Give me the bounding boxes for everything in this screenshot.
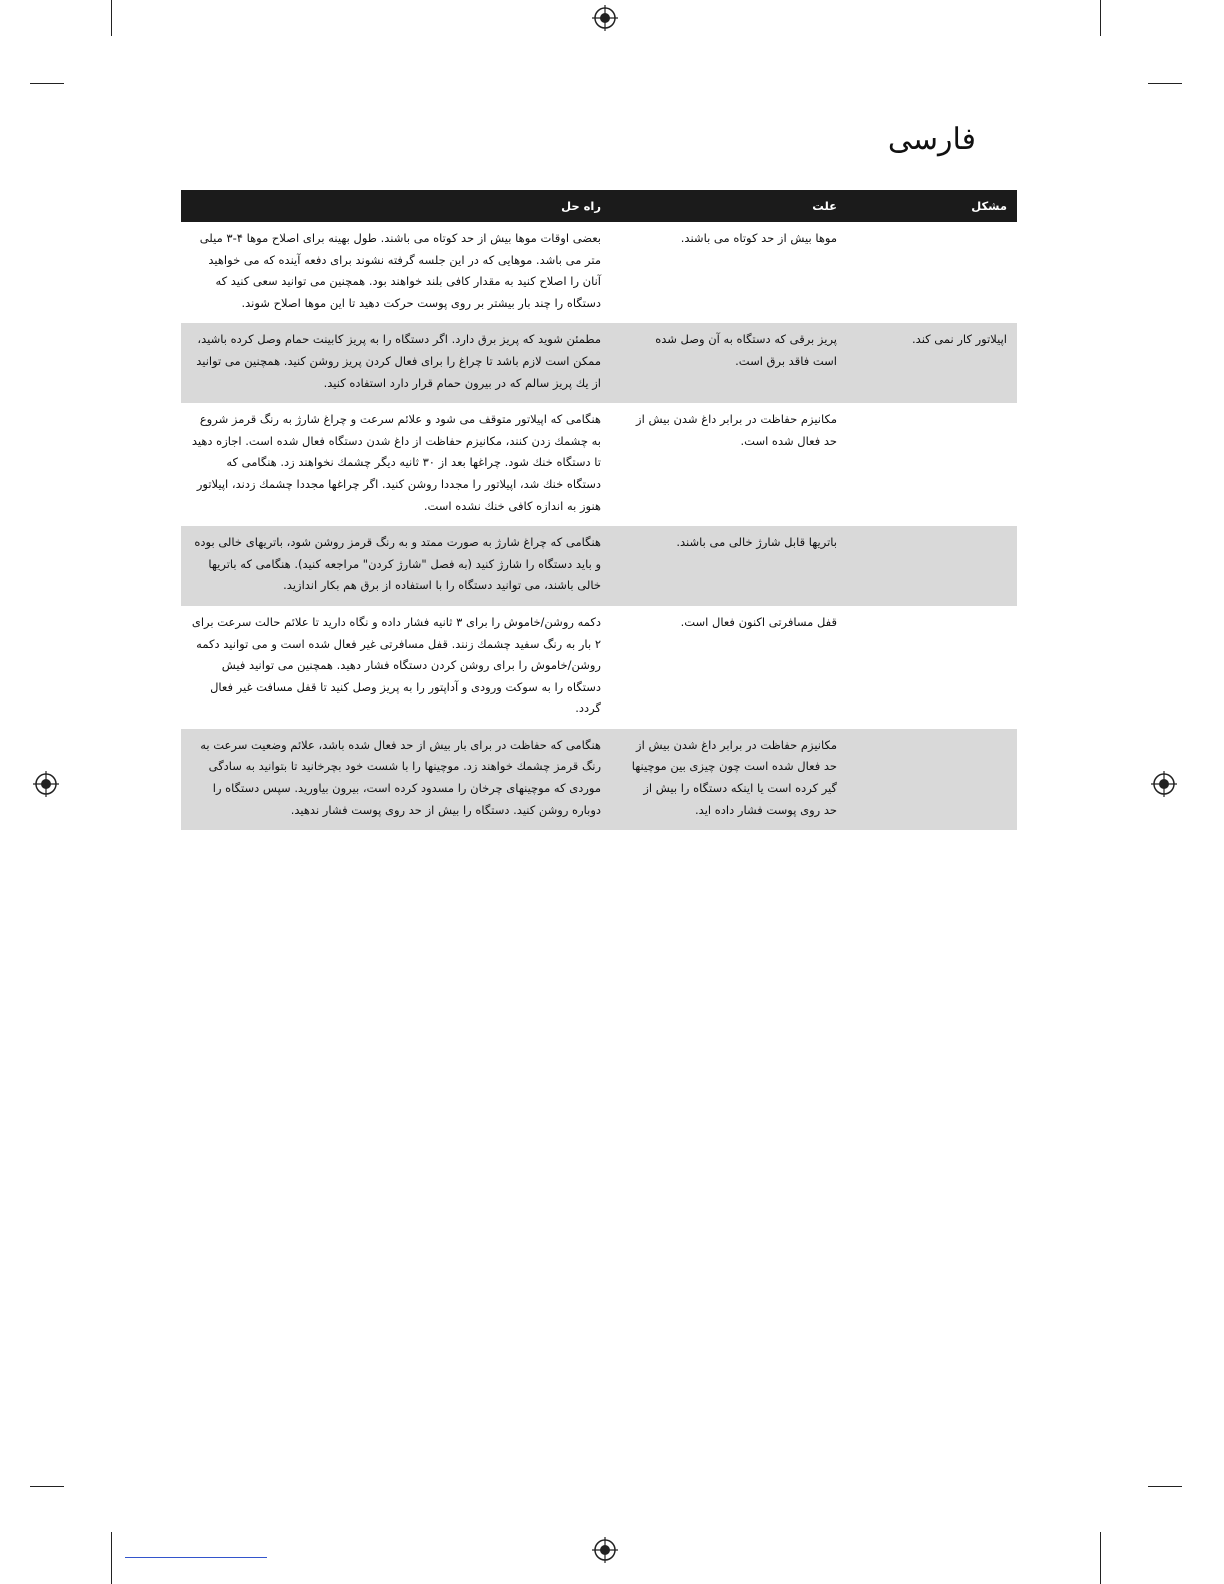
- solution-cell: بعضی اوقات موها بیش از حد کوتاه می باشند. طول بهینه برای اصلاح موها ۴-۳ میلی متر می باشد. موهایی که در این جلسه گرفته نشوند برای دفعه آینده که می خواهید آنان را اصلاح کنید به مقدار کافی بلند خواهند بود. همچنین می توانید سعی کنید که دستگاه را چند بار بیشتر بر روی پوست حرکت دهید تا این موها اصلاح شوند.: [199, 231, 601, 310]
- registration-mark-bottom-icon: [592, 1537, 618, 1563]
- table-row: [181, 403, 1017, 526]
- crop-mark-top-left-h: [30, 83, 64, 84]
- cause-cell: پریز برقی که دستگاه به آن وصل شده است فاقد برق است.: [655, 332, 837, 368]
- solution-cell: هنگامی که چراغ شارژ به صورت ممتد و به رنگ قرمز روشن شود، باتریهای خالی بوده و باید دستگاه را شارژ کنید (به فصل "شارژ کردن" مراجعه کنید). هنگامی که باتریها خالی باشند، می توانید دستگاه را با استفاده از برق هم بکار اندازید.: [194, 535, 601, 593]
- solution-cell: هنگامی که حفاظت در برای بار بیش از حد فعال شده باشد، علائم وضعیت سرعت به رنگ قرمز چشمك خواهند زد. موچینها را با شست خود بچرخانید تا بتوانید به سادگی موردی که موچینهای چرخان را مسدود کرده است، بیرون بیاورید. سپس دستگاه را دوباره روشن کنید. دستگاه را بیش از حد روی پوست فشار ندهید.: [200, 737, 601, 817]
- table-row: [181, 606, 1017, 729]
- registration-mark-right-icon: [1151, 771, 1177, 797]
- problem-cell: [847, 222, 1017, 323]
- table-row: [181, 222, 1017, 323]
- cause-cell: موها بیش از حد کوتاه می باشند.: [680, 231, 837, 245]
- registration-mark-top-icon: [592, 5, 618, 31]
- table-body: [181, 222, 1017, 830]
- troubleshooting-table: [181, 190, 1017, 830]
- header-solution: راه حل: [561, 199, 601, 213]
- problem-cell: [847, 526, 1017, 606]
- solution-cell: مطمئن شوید که پریز برق دارد. اگر دستگاه را به پریز کابینت حمام وصل کرده باشید، ممکن است لازم باشد تا چراغ را برای فعال کردن پریز روشن کنید. همچنین می توانید از یك پریز سالم که در بیرون حمام قرار دارد استفاده کنید.: [196, 332, 601, 390]
- problem-cell: [847, 606, 1017, 729]
- problem-cell: اپیلاتور کار نمی کند.: [912, 332, 1007, 347]
- problem-cell: [847, 729, 1017, 830]
- crop-mark-bottom-left-h: [30, 1486, 64, 1487]
- cause-cell: مکانیزم حفاظت در برابر داغ شدن بیش از حد فعال شده است.: [636, 412, 837, 448]
- cause-cell: باتریها قابل شارژ خالی می باشند.: [676, 535, 837, 550]
- registration-mark-left-icon: [33, 771, 59, 797]
- language-heading: فارسی: [887, 122, 976, 157]
- table-header: [181, 190, 1017, 222]
- crop-mark-top-left-v: [111, 0, 112, 36]
- crop-mark-bottom-left-v: [111, 1532, 112, 1584]
- solution-cell: هنگامی که اپیلاتور متوقف می شود و علائم سرعت و چراغ شارژ به رنگ قرمز شروع به چشمك زدن کنند، مکانیزم حفاظت از داغ شدن دستگاه فعال شده است. اجازه دهید تا دستگاه خنك شود. چراغها بعد از ۳۰ ثانیه دیگر چشمك نخواهند زد. هنگامی که دستگاه خنك شد، اپیلاتور را مجددا روشن کنید. اگر چراغها مجددا چشمك زدند، اپیلاتور هنوز به اندازه کافی خنك نشده است.: [191, 412, 601, 513]
- cause-cell: قفل مسافرتی اکنون فعال است.: [680, 614, 837, 629]
- cause-cell: مکانیزم حفاظت در برابر داغ شدن بیش از حد فعال شده است چون چیزی بین موچینها گیر کرده است یا اینکه دستگاه را بیش از حد روی پوست فشار داده اید.: [631, 737, 837, 817]
- crop-mark-bottom-right-v: [1100, 1532, 1101, 1584]
- footer-rule: [125, 1557, 267, 1558]
- crop-mark-bottom-right-h: [1148, 1486, 1182, 1487]
- crop-mark-top-right-h: [1148, 83, 1182, 84]
- header-cause: علت: [812, 199, 837, 213]
- crop-mark-top-right-v: [1100, 0, 1101, 36]
- problem-cell: [847, 403, 1017, 526]
- solution-cell: دکمه روشن/خاموش را برای ۳ ثانیه فشار داده و نگاه دارید تا علائم حالت سرعت برای ۲ بار به رنگ سفید چشمك زنند. قفل مسافرتی غیر فعال شده است و می توانید دکمه روشن/خاموش را برای روشن کردن دستگاه فشار دهید. همچنین می توانید فیش دستگاه را به سوکت ورودی و آداپتور را به پریز وصل کنید تا قفل مسافت غیر فعال گردد.: [191, 614, 601, 716]
- table-row: [181, 323, 1017, 403]
- header-problem: مشکل: [971, 199, 1007, 213]
- table-row: [181, 526, 1017, 606]
- table-row: [181, 729, 1017, 830]
